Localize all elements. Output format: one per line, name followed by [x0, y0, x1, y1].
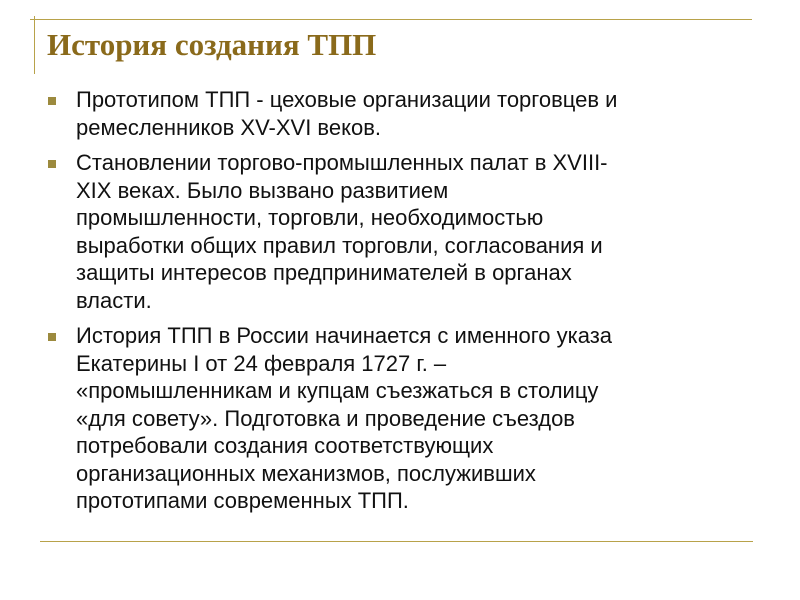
square-bullet-icon: [48, 160, 56, 168]
bullet-line: XIX веках. Было вызвано развитием: [76, 177, 449, 203]
bullet-line: Прототипом ТПП - цеховые организации торговцев и: [76, 87, 618, 112]
bullet-line: организационных механизмов, послуживших: [76, 460, 536, 486]
bullet-line: ремесленников XV-XVI веков.: [76, 114, 382, 140]
bullet-item-formation: [48, 149, 748, 314]
square-bullet-icon: [48, 333, 56, 341]
bullet-line: История ТПП в России начинается с именного указа: [76, 323, 613, 348]
bullet-line: защиты интересов предпринимателей в органах: [76, 260, 572, 285]
top-rule: [30, 19, 752, 20]
bullet-line: Становлении торгово-промышленных палат в XVIII-: [76, 150, 608, 175]
bullet-item-prototype: [48, 86, 748, 141]
bullet-item-russia-history: [48, 322, 748, 515]
bullet-line: «для совету». Подготовка и проведение съездов: [76, 405, 575, 431]
bullet-list: [48, 86, 748, 523]
bullet-line: прототипами современных ТПП.: [76, 488, 409, 513]
bullet-line: власти.: [76, 287, 152, 313]
left-rule: [34, 16, 35, 74]
bullet-line: промышленности, торговли, необходимостью: [76, 205, 544, 230]
square-bullet-icon: [48, 97, 56, 105]
bottom-rule: [40, 541, 753, 542]
bullet-line: потребовали создания соответствующих: [76, 433, 494, 458]
bullet-line: Екатерины I от 24 февраля 1727 г. –: [76, 350, 447, 376]
bullet-line: «промышленникам и купцам съезжаться в столицу: [76, 378, 599, 403]
slide-title: История создания ТПП: [47, 27, 377, 62]
bullet-line: выработки общих правил торговли, согласования и: [76, 232, 603, 258]
